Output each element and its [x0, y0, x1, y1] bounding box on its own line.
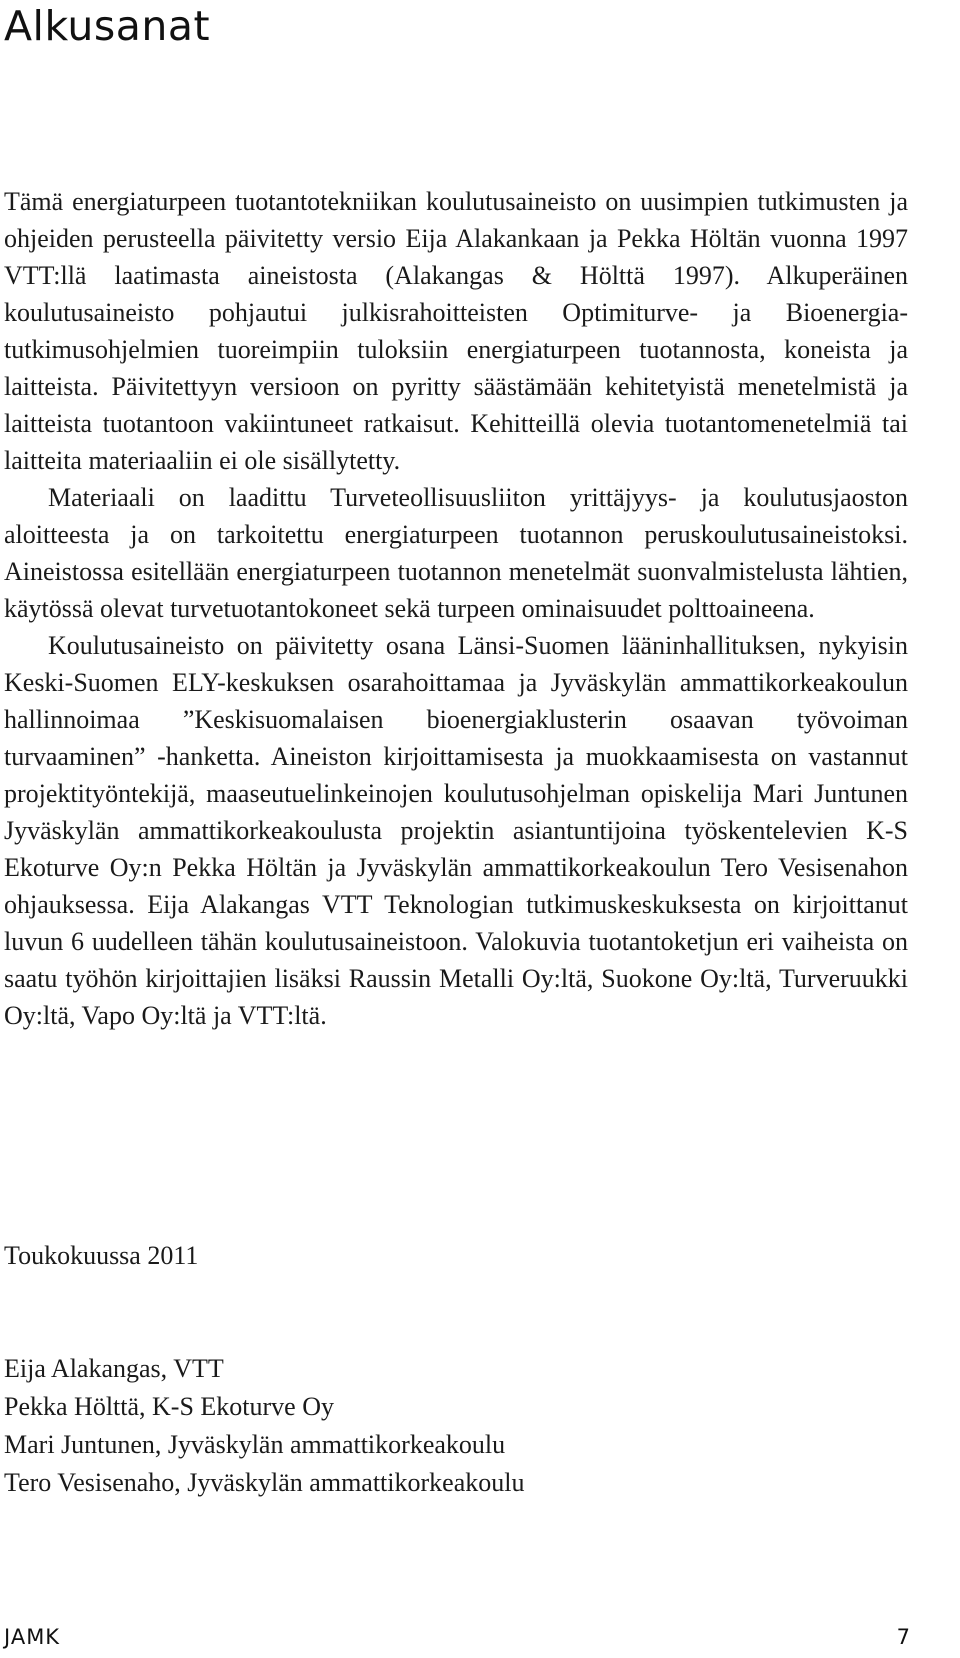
- footer-publisher: JAMK: [4, 1625, 61, 1649]
- page-title: Alkusanat: [4, 2, 211, 50]
- signature-list: [4, 1350, 524, 1502]
- date-line: Toukokuussa 2011: [4, 1241, 199, 1270]
- signature-line: Pekka Hölttä, K-S Ekoturve Oy: [4, 1392, 335, 1421]
- signature-line: Eija Alakangas, VTT: [4, 1354, 224, 1383]
- signature-line: Mari Juntunen, Jyväskylän ammattikorkeakoulu: [4, 1430, 506, 1459]
- signature-line: Tero Vesisenaho, Jyväskylän ammattikorkeakoulu: [4, 1468, 525, 1497]
- page-number: 7: [896, 1625, 910, 1649]
- paragraph-intro: Tämä energiaturpeen tuotantotekniikan koulutusaineisto on uusimpien tutkimusten ja ohjeiden perusteella päivitetty versio Eija Alakankaan ja Pekka Höltän vuonna 1997 VTT:llä laatimasta aineistosta (Alakangas & Hölttä 1997). Alkuperäinen koulutusaineisto pohjautui julkisrahoitteisten Optimiturve- ja Bioenergia-tutkimusohjelmien tuoreimpiin tuloksiin energiaturpeen tuotannosta, koneista ja laitteista. Päivitettyyn versioon on pyritty säästämään kehitetyistä menetelmistä ja laitteista tuotantoon vakiintuneet ratkaisut. Kehitteillä olevia tuotantomenetelmiä tai laitteita materiaaliin ei ole sisällytetty.: [4, 187, 908, 475]
- paragraph-project: Koulutusaineisto on päivitetty osana Länsi-Suomen lääninhallituksen, nykyisin Keski-Suomen ELY-keskuksen osarahoittamaa ja Jyväskylän ammattikorkeakoulun hallinnoimaa ”Keskisuomalaisen bioenergiaklusterin osaavan työvoiman turvaaminen” -hanketta. Aineiston kirjoittamisesta ja muokkaamisesta on vastannut projektityöntekijä, maaseutuelinkeinojen koulutusohjelman opiskelija Mari Juntunen Jyväskylän ammattikorkeakoulusta projektin asiantuntijoina työskentelevien K-S Ekoturve Oy:n Pekka Höltän ja Jyväskylän ammattikorkeakoulun Tero Vesisenahon ohjauksessa. Eija Alakangas VTT Teknologian tutkimuskeskuksesta on kirjoittanut luvun 6 uudelleen tähän koulutusaineistoon. Valokuvia tuotantoketjun eri vaiheista on saatu työhön kirjoittajien lisäksi Raussin Metalli Oy:ltä, Suokone Oy:ltä, Turveruukki Oy:ltä, Vapo Oy:ltä ja VTT:ltä.: [4, 631, 908, 1030]
- body-text: [4, 183, 908, 1034]
- paragraph-material: Materiaali on laadittu Turveteollisuusliiton yrittäjyys- ja koulutusjaoston aloitteesta ja on tarkoitettu energiaturpeen tuotannon peruskoulutusaineistoksi. Aineistossa esitellään energiaturpeen tuotannon menetelmät suonvalmistelusta lähtien, käytössä olevat turvetuotantokoneet sekä turpeen ominaisuudet polttoaineena.: [4, 483, 908, 623]
